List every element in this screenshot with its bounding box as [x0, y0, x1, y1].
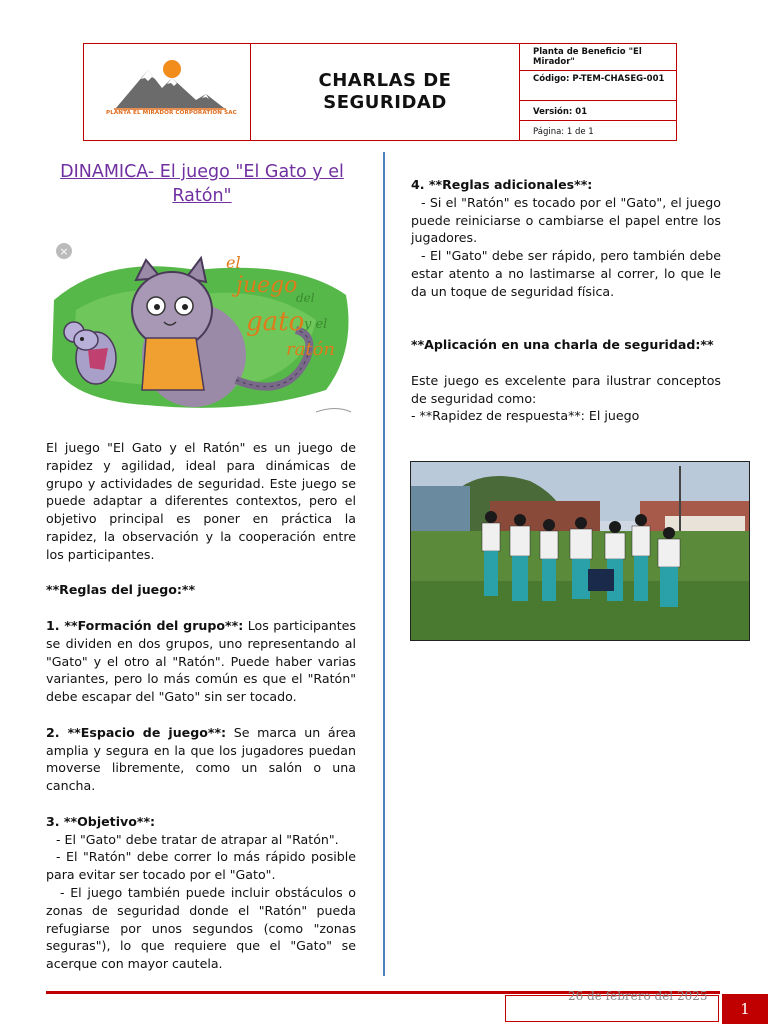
- info-page: Página: 1 de 1: [533, 127, 594, 137]
- header-title-line2: SEGURIDAD: [323, 92, 447, 113]
- rule-1-heading: 1. **Formación del grupo**:: [46, 617, 244, 633]
- spacer: [411, 318, 721, 336]
- rule-3-item-3: - El juego también puede incluir obstáculos o zonas de seguridad donde el "Ratón" pueda refugiarse por unos segundos (como "zonas seguras"), lo que requiere que el "Gato" se acerque con mayor cautela.: [46, 884, 356, 972]
- img-text-gato: gato: [246, 307, 305, 337]
- img-text-y-el: y el: [304, 317, 328, 332]
- application-item: - **Rapidez de respuesta**: El juego: [411, 408, 640, 424]
- img-text-el: el: [226, 253, 241, 272]
- dynamic-title: [52, 160, 352, 208]
- intro-paragraph: El juego "El Gato y el Ratón" es un juego de rapidez y agilidad, ideal para dinámicas de grupo y actividades de seguridad. Este juego se puede adaptar a diferentes contextos, pero el objetivo principal es poner en práctica la rapidez, la observación y la cooperación entre los participantes.: [46, 440, 356, 562]
- img-text-raton: ratón: [286, 339, 335, 360]
- title-part2: El juego "El Gato y el Ratón": [154, 162, 344, 206]
- rule-2-body: Se marca un área amplia y segura en la que los jugadores puedan moverse libremente, como un salón o una cancha.: [46, 724, 356, 794]
- info-version: Versión: 01: [520, 101, 676, 121]
- application-body: Este juego es excelente para ilustrar conceptos de seguridad como:: [411, 372, 721, 406]
- footer-date: 26 de febrero del 2025: [568, 989, 708, 1003]
- left-column: [46, 439, 356, 973]
- header-title: [251, 44, 520, 140]
- logo-text: PLANTA EL MIRADOR CORPORATION SAC: [106, 110, 237, 116]
- application-heading: **Aplicación en una charla de seguridad:**: [411, 337, 714, 353]
- rule-1-body: Los participantes se dividen en dos grupos, uno representando al "Gato" y el otro al "Ratón". Puede haber varias variantes, pero lo más común es que el "Ratón" debe escapar del "Gato" sin ser tocado.: [46, 617, 356, 705]
- rule-2-heading: 2. **Espacio de juego**:: [46, 724, 227, 740]
- img-text-juego: juego: [236, 273, 298, 298]
- rules-heading: **Reglas del juego:**: [46, 582, 196, 598]
- rule-4-item-2: - El "Gato" debe ser rápido, pero también debe estar atento a no lastimarse al correr, lo que le da un toque de seguridad física.: [411, 248, 721, 299]
- group-activity-photo: [410, 461, 750, 641]
- document-header: [83, 43, 677, 141]
- title-part1: DINAMICA-: [60, 162, 155, 182]
- column-divider: [383, 152, 385, 976]
- rule-4-heading: 4. **Reglas adicionales**:: [411, 177, 593, 192]
- rule-3-item-2: - El "Ratón" debe correr lo más rápido posible para evitar ser tocado por el "Gato".: [46, 849, 356, 883]
- cat-mouse-illustration: [46, 240, 356, 422]
- rule-3-item-1: - El "Gato" debe tratar de atrapar al "Ratón".: [56, 831, 339, 847]
- img-text-del: del: [296, 291, 315, 305]
- mountain-logo: [110, 56, 228, 112]
- page-number: 1: [722, 994, 768, 1024]
- header-title-line1: CHARLAS DE: [318, 70, 452, 91]
- svg-text:×: ×: [59, 245, 69, 258]
- rule-1: [46, 617, 356, 706]
- rule-4-item-1: - Si el "Ratón" es tocado por el "Gato", el juego puede reiniciarse o cambiarse el papel entre los jugadores.: [411, 194, 721, 246]
- rule-3-heading: 3. **Objetivo**:: [46, 813, 156, 829]
- rule-2: [46, 724, 356, 795]
- right-column: [411, 176, 721, 425]
- info-code: Código: P-TEM-CHASEG-001: [520, 71, 676, 101]
- logo-cell: [84, 44, 251, 140]
- info-plant: Planta de Beneficio "El Mirador": [520, 44, 676, 71]
